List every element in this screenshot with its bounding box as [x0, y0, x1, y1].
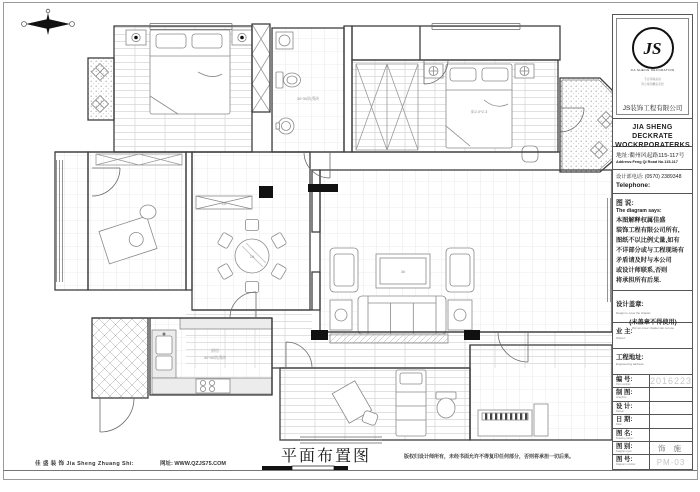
row-date: [613, 415, 692, 428]
notes-line: 图纸不以比例丈量,如有: [616, 237, 680, 244]
notes-line: 不详部分或与工程现场有: [616, 247, 685, 254]
row-drawing-number: [613, 455, 692, 469]
side-table-icon: [330, 300, 352, 330]
tv-cabinet-icon: [330, 334, 448, 343]
site-label-cn: 工程地址:: [616, 354, 644, 361]
lamp-icon: [520, 67, 529, 76]
toilet-icon: [436, 392, 456, 418]
site-address-section: [613, 349, 692, 375]
chair-icon: [140, 205, 156, 219]
company-name-en: [613, 119, 692, 147]
row-drafter: [613, 388, 692, 401]
piano-icon: [478, 410, 532, 436]
company-logo: [632, 27, 674, 69]
row-sublabel: Design:: [616, 409, 625, 413]
row-label: 编 号:: [616, 376, 633, 383]
row-label: 图 号:: [616, 456, 633, 464]
title-block: [612, 14, 693, 470]
address-en: Address:Feng Qi Road No.115-117: [616, 160, 678, 164]
row-designer: [613, 402, 692, 415]
row-sublabel: Date:: [616, 423, 623, 427]
stove-icon: [196, 379, 230, 393]
room-label: 床2.0*2.3: [470, 109, 488, 114]
logo-section: [613, 15, 692, 119]
site-label-en: Engineering address:: [616, 362, 645, 366]
stamp-label-en: Design to cover the chapter:: [616, 311, 651, 315]
row-label: 制 图:: [616, 389, 633, 397]
row-value: 饰 施: [657, 443, 685, 453]
address-cn: 地址:衢州风起路115-117号: [616, 153, 685, 159]
row-drawing-name: [613, 429, 692, 442]
bed-child: [396, 370, 426, 436]
company-name-cn: JS装饰工程有限公司: [622, 105, 683, 112]
room-label: 30*30防滑砖: [203, 355, 227, 360]
sofa-icon: [358, 296, 446, 334]
row-number: [613, 375, 692, 388]
owner-label-en: Owner:: [616, 336, 626, 340]
row-sublabel: Drawing name:: [616, 436, 634, 440]
notes-title-en: The diagram says:: [616, 208, 662, 214]
logo-tagline: 用心缔造精品家居: [641, 82, 664, 86]
washing-machine-icon: [276, 32, 293, 49]
row-label: 图 别:: [616, 443, 633, 450]
phone-cn: 设计部电话: (0570) 2389348: [616, 174, 682, 180]
row-sublabel: Graphics:: [616, 396, 628, 400]
stamp-warning-cn: (未盖章不得使用): [629, 319, 677, 326]
logo-tagline: 专业铸就品质: [644, 77, 661, 81]
bed-1: [150, 30, 230, 114]
row-label: 设 计:: [616, 402, 633, 410]
notes-line: 矛盾请及时与本公司: [616, 257, 672, 264]
footer-website: 网址: WWW.QZJS75.COM: [160, 461, 227, 467]
address-section: [613, 147, 692, 170]
row-sublabel: Diagram type:: [616, 450, 633, 453]
lamp-icon: [429, 67, 438, 76]
room-label: 厨房: [211, 348, 219, 353]
row-drawing-type: [613, 442, 692, 455]
footer-divider: [3, 470, 697, 471]
owner-label-cn: 业 主:: [616, 328, 633, 335]
logo-monogram: JS: [643, 38, 662, 58]
row-sublabel: Part number:: [616, 383, 631, 386]
footer-brand: 佳 盛 装 饰 Jia Sheng Zhuang Shi:: [35, 461, 134, 467]
stamp-section: [613, 291, 692, 330]
row-label: 日 期:: [616, 416, 633, 424]
notes-line: 或设计师联系,否则: [616, 267, 668, 274]
notes-line: 装饰工程有限公司所有,: [616, 227, 680, 234]
phone-en: Telephone:: [616, 182, 651, 189]
stamp-label-cn: 设计盖章:: [616, 301, 644, 308]
row-sublabel: Diagram number:: [616, 463, 637, 467]
notes-section: [613, 194, 692, 291]
room-label: 1#: [249, 254, 255, 259]
bed-master: [446, 64, 512, 148]
row-label: 图 名:: [616, 429, 633, 437]
notes-line: 将承担所有后果.: [616, 277, 662, 284]
info-rows: [613, 375, 692, 469]
north-arrow-icon: [22, 9, 75, 35]
notes-title-cn: 图 说:: [616, 200, 634, 207]
room-label: 2#: [221, 201, 227, 206]
phone-section: [613, 170, 692, 194]
cabinet-icon: [534, 404, 548, 436]
plan-title: 平面布置图: [281, 448, 372, 465]
stool-icon: [522, 146, 538, 162]
row-value: 2016223: [649, 376, 692, 387]
side-table-icon: [448, 300, 472, 330]
toilet-icon: [276, 72, 301, 88]
company-en-line1: JIA SHENG DECKRATE: [632, 124, 673, 140]
wardrobe-icon: [252, 24, 270, 112]
logo-subtitle: JIA SHENG DECORATION: [630, 68, 675, 72]
company-en-line2: WOCKRPORATERKS: [615, 142, 690, 149]
stamp-warning-en: Did not cover chapter can not use: [632, 326, 674, 330]
row-value: PM-03: [656, 457, 686, 467]
room-label: 3#: [400, 269, 406, 274]
room-label: 30*30防滑砖: [296, 96, 320, 101]
notes-line: 本图解释权属佳盛: [616, 217, 666, 224]
kitchen-sink-icon: [156, 333, 172, 371]
footer-copyright: 版权归设计师所有，未经书面允许不得复印任何部分，否则将承担一切后果。: [404, 454, 575, 460]
owner-section: [613, 323, 692, 349]
